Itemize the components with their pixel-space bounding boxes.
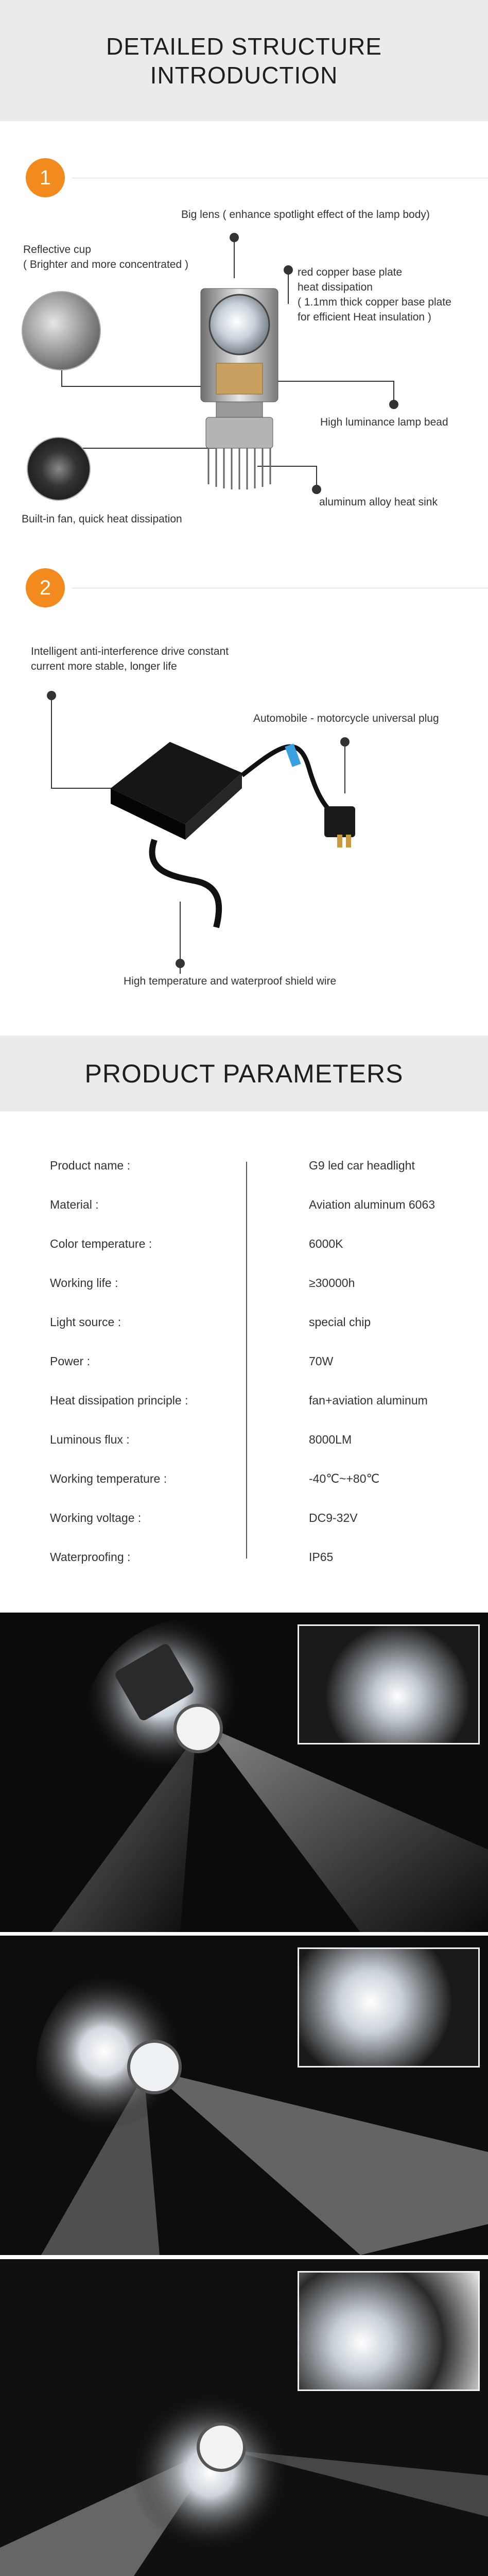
plug bbox=[324, 806, 355, 848]
label-wire: High temperature and waterproof shield wire bbox=[124, 975, 337, 987]
table-row bbox=[0, 1264, 488, 1303]
header-detailed-structure bbox=[0, 0, 488, 121]
driver-cable-illustration bbox=[0, 685, 488, 974]
param-value: 70W bbox=[309, 1354, 334, 1368]
lamp-body bbox=[201, 289, 278, 489]
leader-drive bbox=[51, 696, 118, 788]
param-value: DC9-32V bbox=[309, 1511, 358, 1524]
param-key: Color temperature : bbox=[50, 1237, 152, 1250]
dot-big-lens bbox=[230, 233, 239, 242]
param-key: Power : bbox=[50, 1354, 90, 1368]
table-row bbox=[0, 1146, 488, 1185]
dot-heat-sink bbox=[312, 485, 321, 494]
product-photo-1 bbox=[0, 1613, 488, 1932]
leader-heat-sink bbox=[257, 466, 317, 489]
param-value: G9 led car headlight bbox=[309, 1159, 415, 1172]
dot-drive bbox=[47, 691, 56, 700]
table-row bbox=[0, 1185, 488, 1225]
param-value: IP65 bbox=[309, 1550, 334, 1564]
table-row bbox=[0, 1460, 488, 1499]
parameters-title: PRODUCT PARAMETERS bbox=[84, 1059, 404, 1088]
label-reflective-cup: Reflective cup ( Brighter and more concentrated ) bbox=[23, 244, 188, 270]
param-key: Working life : bbox=[50, 1276, 118, 1290]
table-row bbox=[0, 1225, 488, 1264]
label-drive: Intelligent anti-interference drive constant current more stable, longer life bbox=[31, 646, 229, 672]
label-copper-plate: red copper base plate heat dissipation ( 1.1mm thick copper base plate for efficient Heat insulation ) bbox=[298, 266, 451, 323]
product-photo-2 bbox=[0, 1936, 488, 2255]
dot-lamp-bead bbox=[389, 400, 398, 409]
dot-plug bbox=[340, 737, 350, 747]
label-fan: Built-in fan, quick heat dissipation bbox=[22, 513, 182, 525]
param-value: Aviation aluminum 6063 bbox=[309, 1198, 435, 1211]
label-lamp-bead: High luminance lamp bead bbox=[320, 416, 448, 428]
table-row bbox=[0, 1381, 488, 1420]
photo-1-inset bbox=[298, 1624, 480, 1744]
photo-3-inset bbox=[298, 2271, 480, 2391]
driver-box bbox=[111, 742, 242, 840]
param-value: 6000K bbox=[309, 1237, 343, 1250]
header-product-parameters bbox=[0, 1036, 488, 1111]
table-row bbox=[0, 1342, 488, 1381]
param-key: Working voltage : bbox=[50, 1511, 142, 1524]
table-row bbox=[0, 1420, 488, 1460]
label-plug: Automobile - motorcycle universal plug bbox=[253, 713, 439, 724]
section-2-badge: 2 bbox=[26, 568, 65, 607]
param-value: -40℃~+80℃ bbox=[309, 1472, 380, 1485]
label-heat-sink: aluminum alloy heat sink bbox=[319, 496, 438, 508]
param-key: Light source : bbox=[50, 1315, 121, 1329]
reflective-cup-closeup bbox=[22, 291, 101, 370]
product-photo-3 bbox=[0, 2259, 488, 2576]
page-title bbox=[106, 32, 382, 90]
param-key: Luminous flux : bbox=[50, 1433, 130, 1446]
table-row bbox=[0, 1499, 488, 1538]
param-value: ≥30000h bbox=[309, 1276, 355, 1290]
param-value: fan+aviation aluminum bbox=[309, 1394, 428, 1407]
label-big-lens: Big lens ( enhance spotlight effect of the lamp body) bbox=[181, 209, 430, 221]
param-value: 8000LM bbox=[309, 1433, 352, 1446]
table-row bbox=[0, 1538, 488, 1577]
param-key: Heat dissipation principle : bbox=[50, 1394, 188, 1407]
dot-wire bbox=[176, 959, 185, 968]
title-line-1: DETAILED STRUCTURE bbox=[106, 32, 382, 60]
title-line-2: INTRODUCTION bbox=[150, 61, 338, 89]
section-1-badge: 1 bbox=[26, 158, 65, 197]
param-key: Waterproofing : bbox=[50, 1550, 131, 1564]
param-key: Material : bbox=[50, 1198, 99, 1211]
param-value: special chip bbox=[309, 1315, 371, 1329]
photo-2-inset bbox=[298, 1947, 480, 2067]
dot-copper-plate bbox=[284, 265, 293, 275]
param-key: Working temperature : bbox=[50, 1472, 167, 1485]
table-row bbox=[0, 1303, 488, 1342]
parameters-table bbox=[0, 1146, 488, 1577]
fan-closeup bbox=[27, 437, 91, 501]
param-key: Product name : bbox=[50, 1159, 130, 1172]
